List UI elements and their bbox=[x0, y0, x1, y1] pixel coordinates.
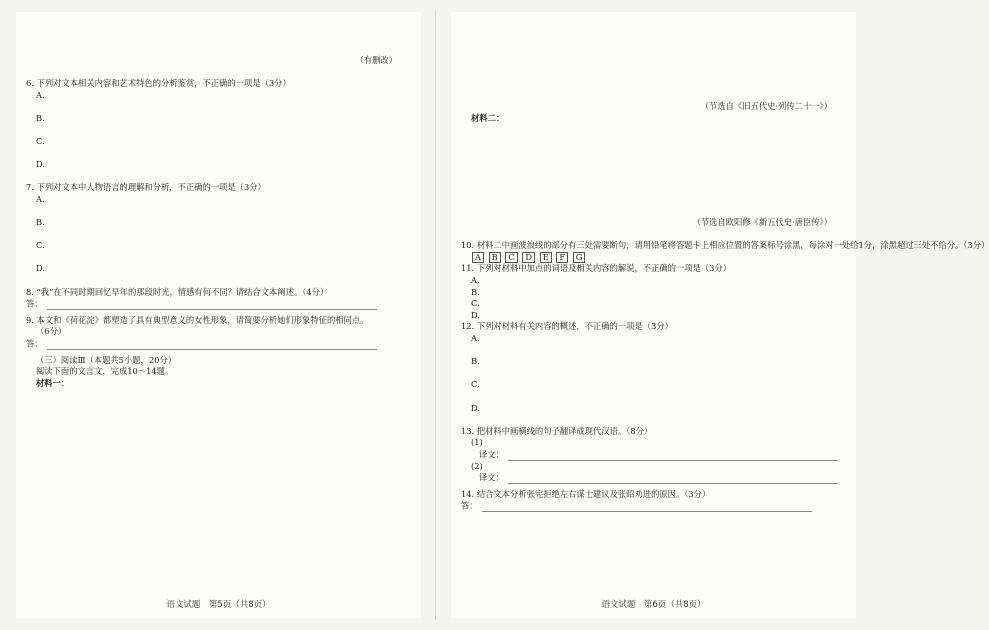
translation-label: 译文： bbox=[479, 449, 504, 460]
text-line bbox=[461, 206, 846, 218]
question-6-stem: 6. 下列对文本相关内容和艺术特色的分析鉴赏，不正确的一项是（3分） bbox=[26, 77, 291, 88]
q9-answer-row bbox=[26, 338, 411, 350]
text-line bbox=[461, 171, 846, 183]
text-line bbox=[26, 505, 411, 517]
q7-option-a: A. bbox=[36, 193, 45, 204]
annotation-note bbox=[461, 229, 846, 241]
q12-option-b-cont bbox=[461, 368, 846, 380]
page-6-content bbox=[461, 20, 989, 588]
q12-option-d-cont bbox=[461, 414, 846, 426]
q14-answer-row bbox=[461, 500, 846, 512]
answer-prefix: 答： bbox=[26, 338, 43, 349]
material-1-label: 材料一： bbox=[36, 377, 70, 388]
text-line bbox=[26, 20, 411, 32]
question-9-stem: 9. 本文和《荷花淀》都塑造了具有典型意义的女性形象，请简要分析她们形象特征的相同点。 bbox=[26, 314, 369, 325]
q13-item-1: (1) bbox=[471, 437, 483, 448]
q11-option-b: B. bbox=[471, 286, 480, 297]
material-2-label: 材料二： bbox=[471, 112, 505, 123]
q6-option-a: A. bbox=[36, 89, 45, 100]
question-10-stem: 10. 材料二中画波浪线的部分有三处需要断句，请用铅笔将答题卡上相应位置的答案标号涂黑，每涂对一处给1分，涂黑超过三处不给分。（3分） bbox=[461, 240, 989, 251]
q12-option-b: B. bbox=[471, 356, 480, 367]
page-5-content bbox=[26, 20, 411, 588]
q12-option-c-cont bbox=[461, 391, 846, 403]
text-line bbox=[461, 20, 846, 32]
text-line bbox=[461, 78, 846, 90]
q13-item-2: (2) bbox=[471, 460, 483, 471]
text-line bbox=[26, 459, 411, 471]
q12-option-d: D. bbox=[471, 402, 480, 413]
q6-option-d-cont bbox=[26, 171, 411, 183]
page-6 bbox=[451, 12, 989, 618]
q11-option-c: C. bbox=[471, 298, 480, 309]
text-line bbox=[26, 471, 411, 483]
text-line bbox=[26, 436, 411, 448]
translation-line[interactable] bbox=[508, 449, 838, 461]
answer-prefix: 答： bbox=[461, 500, 478, 511]
break-mark: E bbox=[540, 252, 552, 263]
q8-answer-row bbox=[26, 298, 411, 310]
text-line bbox=[26, 401, 411, 413]
q6-option-c-cont bbox=[26, 148, 411, 160]
text-line bbox=[26, 424, 411, 436]
text-line bbox=[461, 124, 846, 136]
q12-option-a: A. bbox=[471, 333, 480, 344]
translation-label: 译文： bbox=[479, 472, 504, 483]
text-line bbox=[461, 136, 846, 148]
break-mark: F bbox=[556, 252, 568, 263]
q11-option-a: A. bbox=[471, 275, 480, 286]
text-line bbox=[26, 413, 411, 425]
text-line bbox=[461, 159, 846, 171]
translation-line[interactable] bbox=[508, 472, 838, 484]
source-note: （有删改） bbox=[355, 54, 397, 65]
question-8-stem: 8. “我”在不同时期回忆早年的那段时光，情感有何不同？请结合文本阐述。（4分） bbox=[26, 286, 329, 297]
break-mark: D bbox=[522, 252, 535, 263]
q11-option-d: D. bbox=[471, 309, 480, 320]
answer-line[interactable] bbox=[482, 500, 812, 512]
question-11-stem: 11. 下列对材料中加点的词语及相关内容的解说，不正确的一项是（3分） bbox=[461, 263, 732, 274]
text-line bbox=[26, 447, 411, 459]
q12-option-a-cont bbox=[461, 345, 846, 357]
section-3-title: （三）阅读Ⅲ（本题共5小题，20分） bbox=[36, 354, 176, 365]
text-line bbox=[461, 194, 846, 206]
text-line bbox=[461, 55, 846, 67]
q7-option-c-cont bbox=[26, 252, 411, 264]
question-14-stem: 14. 结合文本分析张宪拒绝左右谋士建议及张昭劝进的原因。（3分） bbox=[461, 488, 711, 499]
q6-option-a-cont bbox=[26, 101, 411, 113]
break-mark: B bbox=[489, 252, 501, 263]
source-note: （节选自《旧五代史·列传二十一》） bbox=[700, 101, 832, 112]
break-mark: G bbox=[573, 252, 586, 263]
answer-line[interactable] bbox=[47, 298, 377, 310]
page-5 bbox=[16, 12, 421, 618]
text-line bbox=[26, 494, 411, 506]
q9-points: （6分） bbox=[36, 326, 67, 337]
q6-option-b-cont bbox=[26, 124, 411, 136]
spacer bbox=[26, 66, 411, 78]
answer-prefix: 答： bbox=[26, 298, 43, 309]
break-mark: C bbox=[505, 252, 517, 263]
question-13-stem: 13. 把材料中画横线的句子翻译成现代汉语。（8分） bbox=[461, 425, 653, 436]
question-7-stem: 7. 下列对文本中人物语言的理解和分析，不正确的一项是（3分） bbox=[26, 182, 266, 193]
q6-option-c: C. bbox=[36, 135, 45, 146]
q10-marks-row bbox=[461, 252, 846, 264]
q7-option-d: D. bbox=[36, 263, 45, 274]
text-line bbox=[26, 482, 411, 494]
page-6-footer: 语文试题 第6页（共8页） bbox=[601, 600, 706, 610]
q7-option-d-cont bbox=[26, 275, 411, 287]
source-note: （节选自欧阳修《新五代史·唐臣传》） bbox=[692, 217, 832, 228]
q7-option-a-cont bbox=[26, 206, 411, 218]
text-line bbox=[461, 32, 846, 44]
break-mark: A bbox=[472, 252, 484, 263]
q13-translation-2-row bbox=[461, 472, 846, 484]
q7-option-c: C. bbox=[36, 240, 45, 251]
text-line bbox=[461, 90, 846, 102]
text-line bbox=[26, 32, 411, 44]
page-5-footer: 语文试题 第5页（共8页） bbox=[166, 600, 271, 610]
text-line bbox=[461, 66, 846, 78]
section-3-instruction: 阅读下面的文言文，完成10～14题。 bbox=[36, 366, 174, 377]
q7-option-b-cont bbox=[26, 229, 411, 241]
q12-option-c: C. bbox=[471, 379, 480, 390]
text-line bbox=[461, 182, 846, 194]
question-12-stem: 12. 下列对材料有关内容的概述，不正确的一项是（3分） bbox=[461, 321, 673, 332]
text-line bbox=[461, 148, 846, 160]
text-line bbox=[26, 389, 411, 401]
q13-translation-1-row bbox=[461, 449, 846, 461]
text-line bbox=[26, 43, 411, 55]
q6-option-d: D. bbox=[36, 159, 45, 170]
q7-option-b: B. bbox=[36, 217, 45, 228]
answer-line[interactable] bbox=[47, 338, 377, 350]
q6-option-b: B. bbox=[36, 112, 45, 123]
text-line bbox=[461, 43, 846, 55]
page-divider bbox=[435, 10, 436, 620]
